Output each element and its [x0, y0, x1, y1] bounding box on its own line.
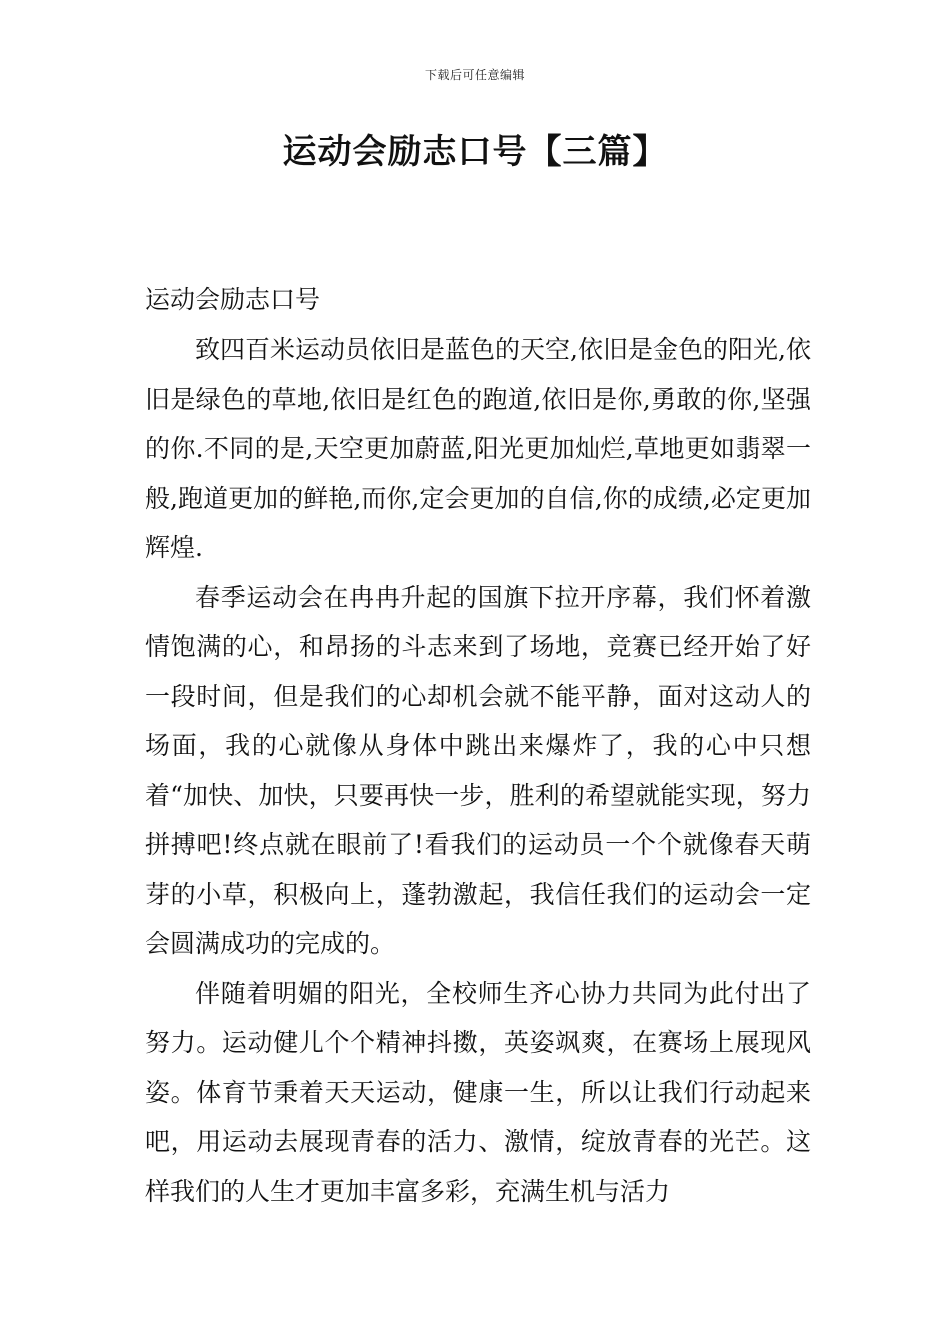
body-text [145, 325, 811, 1216]
paragraph-1: 致四百米运动员依旧是蓝色的天空,依旧是金色的阳光,依旧是绿色的草地,依旧是红色的跑道,依旧是你,勇敢的你,坚强的你.不同的是,天空更加蔚蓝,阳光更加灿烂,草地更如翡翠一般,跑道更加的鲜艳,而你,定会更加的自信,你的成绩,必定更加辉煌. [145, 335, 811, 562]
section-heading: 运动会励志口号 [145, 285, 321, 314]
header-note: 下载后可任意编辑 [424, 68, 525, 82]
document-title: 运动会励志口号【三篇】 [282, 132, 668, 172]
paragraph-3: 伴随着明媚的阳光，全校师生齐心协力共同为此付出了努力。运动健儿个个精神抖擞，英姿飒爽，在赛场上展现风姿。体育节秉着天天运动，健康一生，所以让我们行动起来吧，用运动去展现青春的活力、激情，绽放青春的光芒。这样我们的人生才更加丰富多彩，充满生机与活力 [145, 978, 811, 1206]
paragraph-2: 春季运动会在冉冉升起的国旗下拉开序幕，我们怀着激情饱满的心，和昂扬的斗志来到了场地，竞赛已经开始了好一段时间，但是我们的心却机会就不能平静，面对这动人的场面，我的心就像从身体中跳出来爆炸了，我的心中只想着“加快、加快，只要再快一步，胜利的希望就能实现，努力拼搏吧!终点就在眼前了!看我们的运动员一个个就像春天萌芽的小草，积极向上，蓬勃激起，我信任我们的运动会一定会圆满成功的完成的。 [145, 582, 811, 958]
